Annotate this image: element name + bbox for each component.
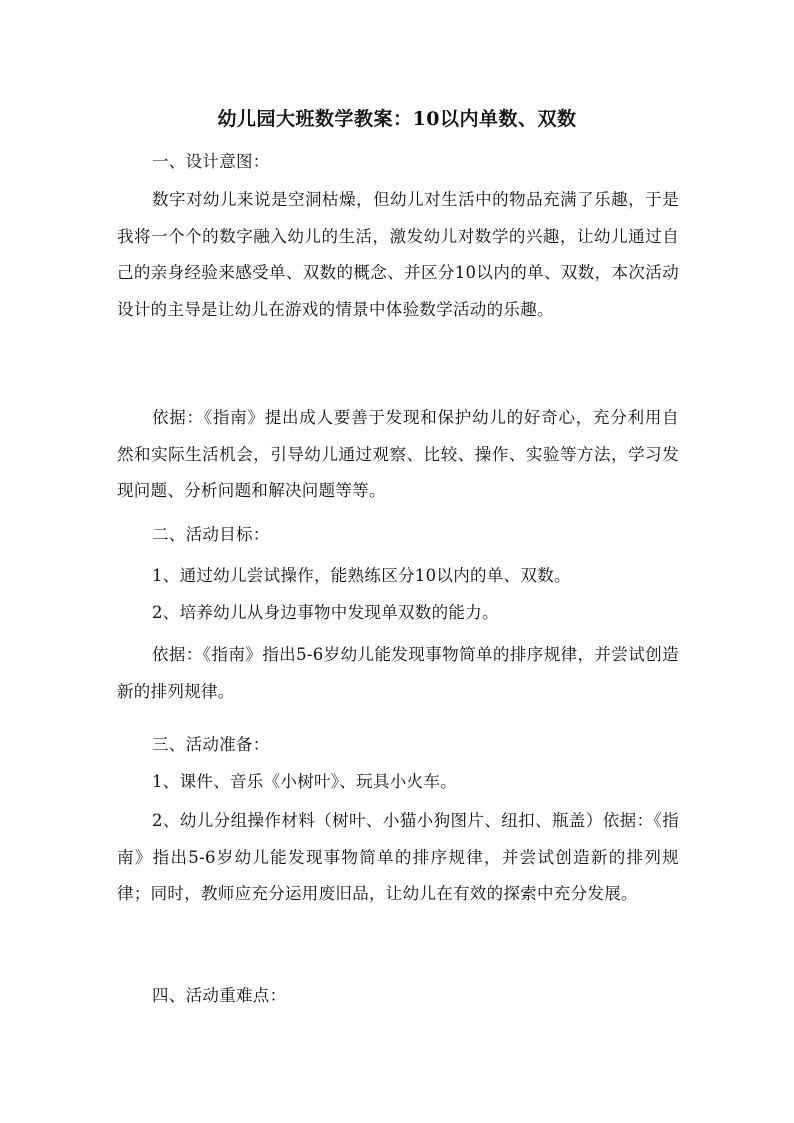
- section-heading-activity-preparation: 三、活动准备：: [152, 735, 270, 754]
- activity-goal-item-1: 1、通过幼儿尝试操作，能熟练区分10以内的单、双数。: [152, 566, 571, 585]
- activity-goals-basis-paragraph: 依据：《指南》指出5-6岁幼儿能发现事物简单的排序规律，并尝试创造新的排列规律。: [117, 645, 679, 701]
- section-heading-key-difficulties: 四、活动重难点：: [152, 986, 287, 1005]
- section-heading-activity-goals: 二、活动目标：: [152, 525, 270, 544]
- document-title: 幼儿园大班数学教案：10以内单数、双数: [217, 108, 577, 130]
- activity-goal-item-2: 2、培养幼儿从身边事物中发现单双数的能力。: [152, 603, 499, 622]
- section-heading-design-intent: 一、设计意图：: [152, 152, 270, 171]
- preparation-item-2-paragraph: 2、幼儿分组操作材料（树叶、小猫小狗图片、纽扣、瓶盖）依据：《指南》指出5-6岁幼儿能发现事物简单的排序规律，并尝试创造新的排列规律；同时，教师应充分运用废旧品，让幼儿在有效的探索中充分发展。: [117, 811, 679, 903]
- design-intent-paragraph: 数字对幼儿来说是空洞枯燥，但幼儿对生活中的物品充满了乐趣，于是我将一个个的数字融入幼儿的生活，激发幼儿对数学的兴趣，让幼儿通过自己的亲身经验来感受单、双数的概念、并区分10以内的单、双数，本次活动设计的主导是让幼儿在游戏的情景中体验数学活动的乐趣。: [117, 190, 679, 319]
- preparation-item-1: 1、课件、音乐《小树叶》、玩具小火车。: [152, 772, 457, 791]
- design-intent-basis-paragraph: 依据：《指南》提出成人要善于发现和保护幼儿的好奇心，充分利用自然和实际生活机会，引导幼儿通过观察、比较、操作、实验等方法，学习发现问题、分析问题和解决问题等等。: [117, 408, 679, 500]
